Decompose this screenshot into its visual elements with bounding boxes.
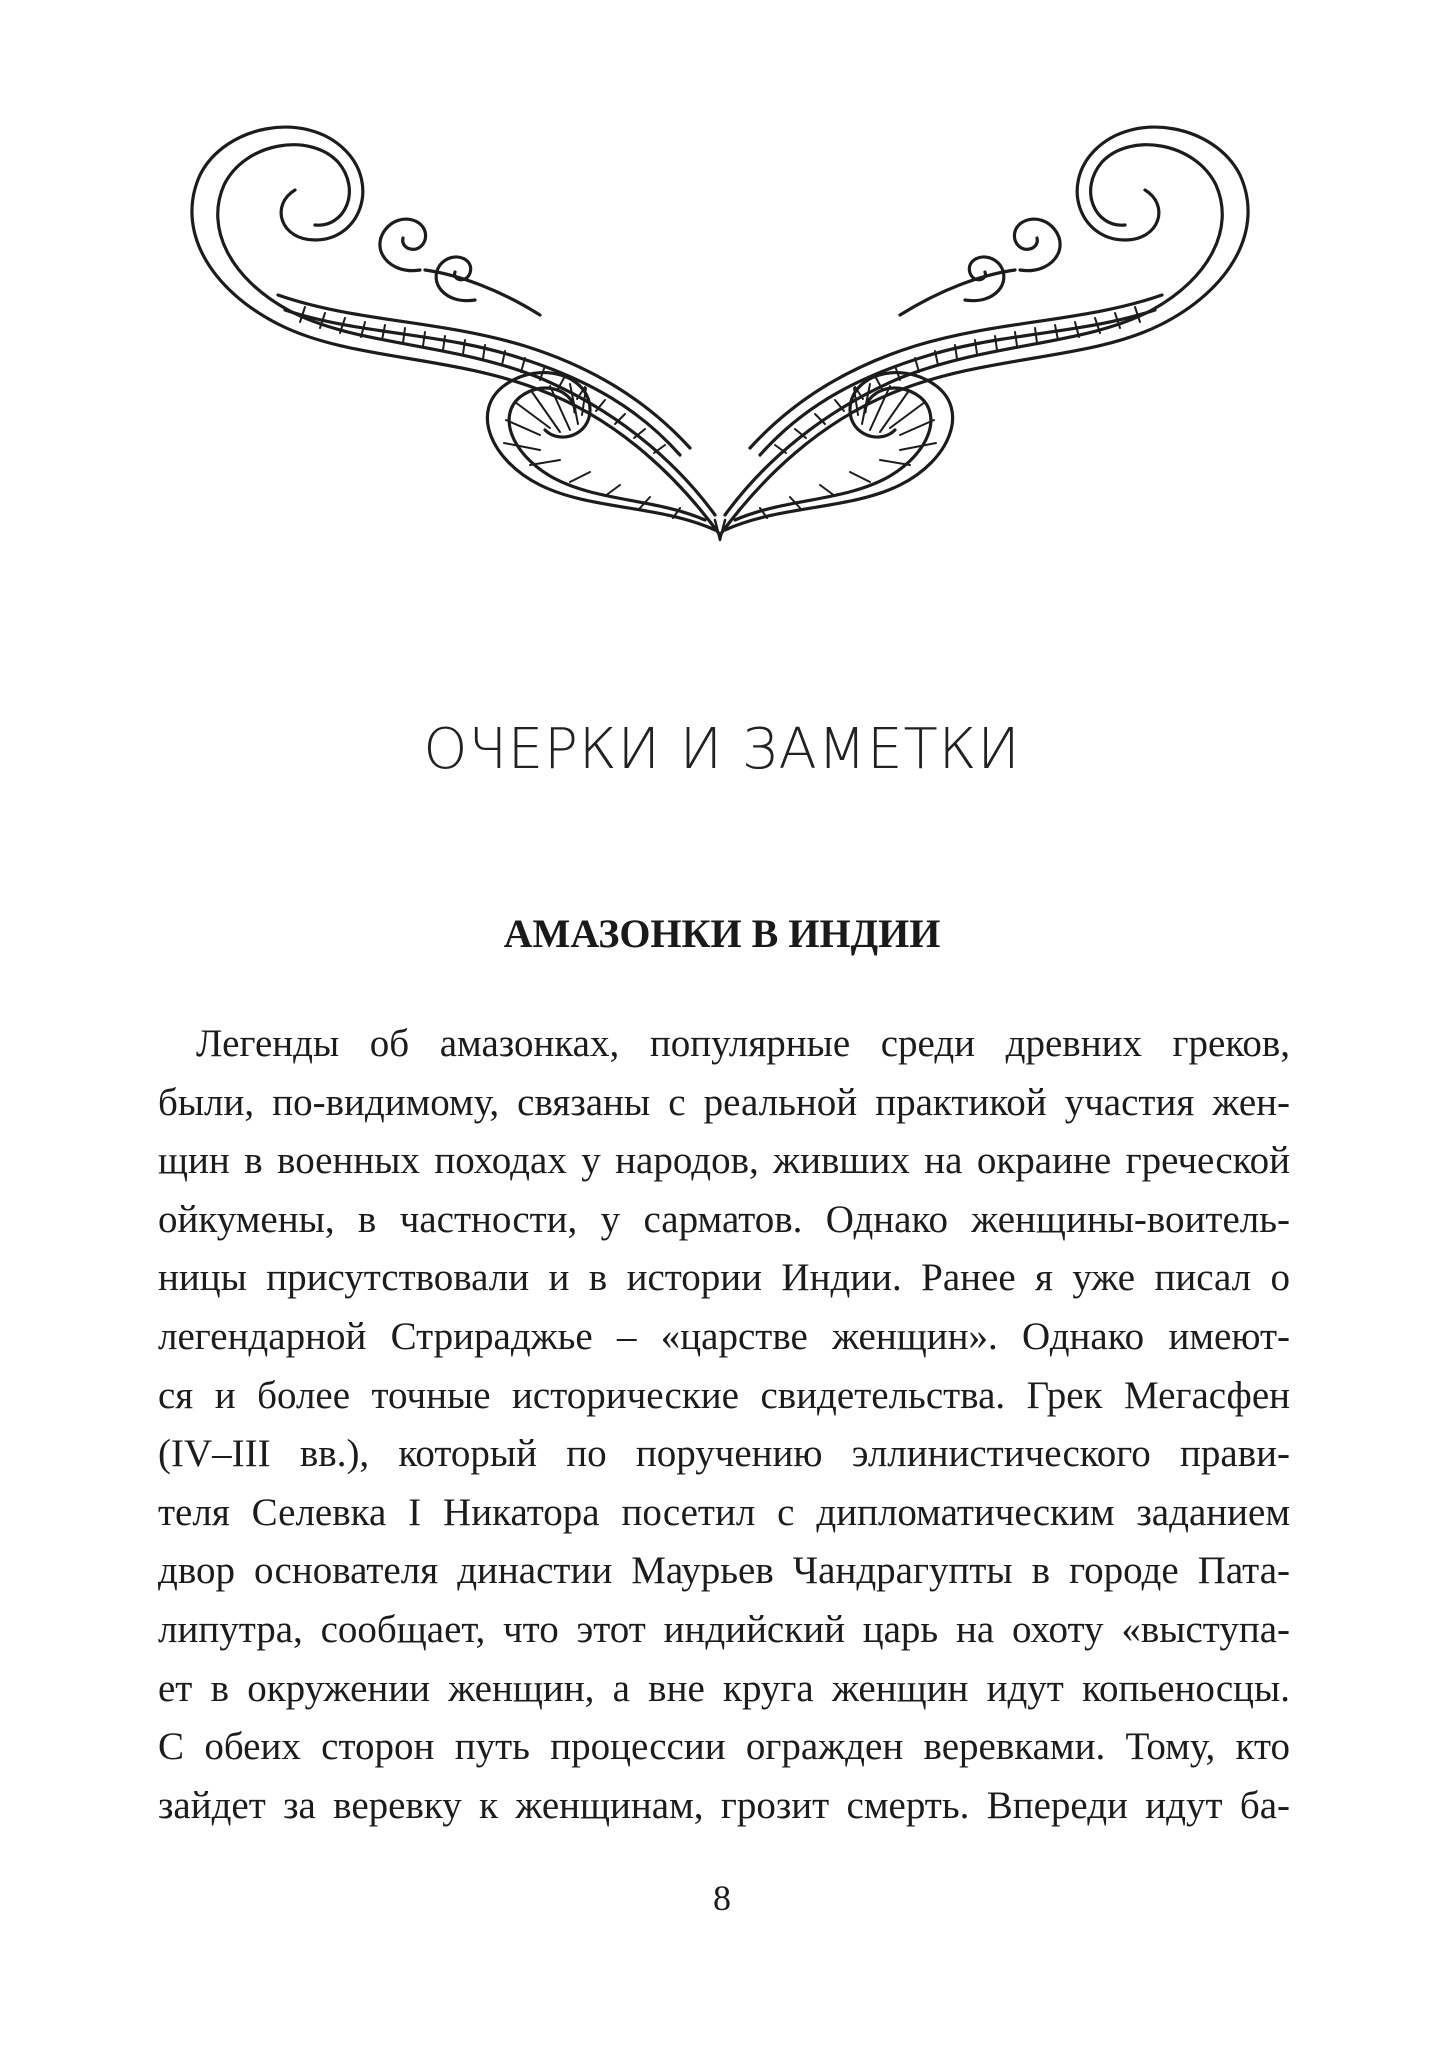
body-line: липутра, сообщает, что этот индийский царь на охоту «выступа- bbox=[158, 1607, 1290, 1651]
ornament-left-wing bbox=[192, 127, 720, 535]
body-line: зайдет за веревку к женщинам, грозит смерть. Впереди идут ба- bbox=[158, 1783, 1290, 1827]
body-line: ет в окружении женщин, а вне круга женщин идут копьеносцы. bbox=[158, 1666, 1290, 1710]
body-line: двор основателя династии Маурьев Чандрагупты в городе Пата- bbox=[158, 1549, 1290, 1593]
body-line: теля Селевка I Никатора посетил с дипломатическим заданием bbox=[158, 1490, 1290, 1534]
decorative-swirl-ornament bbox=[120, 110, 1320, 550]
body-line: ойкумены, в частности, у сарматов. Однако женщины-воитель- bbox=[158, 1197, 1290, 1241]
body-line: (IV–III вв.), который по поручению эллинистического прави- bbox=[158, 1432, 1290, 1476]
page-number: 8 bbox=[713, 1878, 731, 1918]
body-line: ся и более точные исторические свидетельства. Грек Мегасфен bbox=[158, 1373, 1290, 1417]
body-line: ницы присутствовали и в истории Индии. Ранее я уже писал о bbox=[158, 1256, 1290, 1300]
section-title: ОЧЕРКИ И ЗАМЕТКИ bbox=[423, 717, 1021, 782]
body-line: Легенды об амазонках, популярные среди древних греков, bbox=[196, 1022, 1290, 1065]
article-title: АМАЗОНКИ В ИНДИИ bbox=[503, 911, 941, 956]
body-line: легендарной Стрираджье – «царстве женщин». Однако имеют- bbox=[158, 1314, 1290, 1358]
article-body bbox=[158, 1015, 1290, 1835]
body-line: были, по-видимому, связаны с реальной практикой участия жен- bbox=[158, 1080, 1290, 1124]
body-line: С обеих сторон путь процессии огражден веревками. Тому, кто bbox=[158, 1725, 1290, 1769]
body-line: щин в военных походах у народов, живших на окраине греческой bbox=[158, 1139, 1290, 1183]
ornament-right-wing bbox=[720, 127, 1248, 535]
